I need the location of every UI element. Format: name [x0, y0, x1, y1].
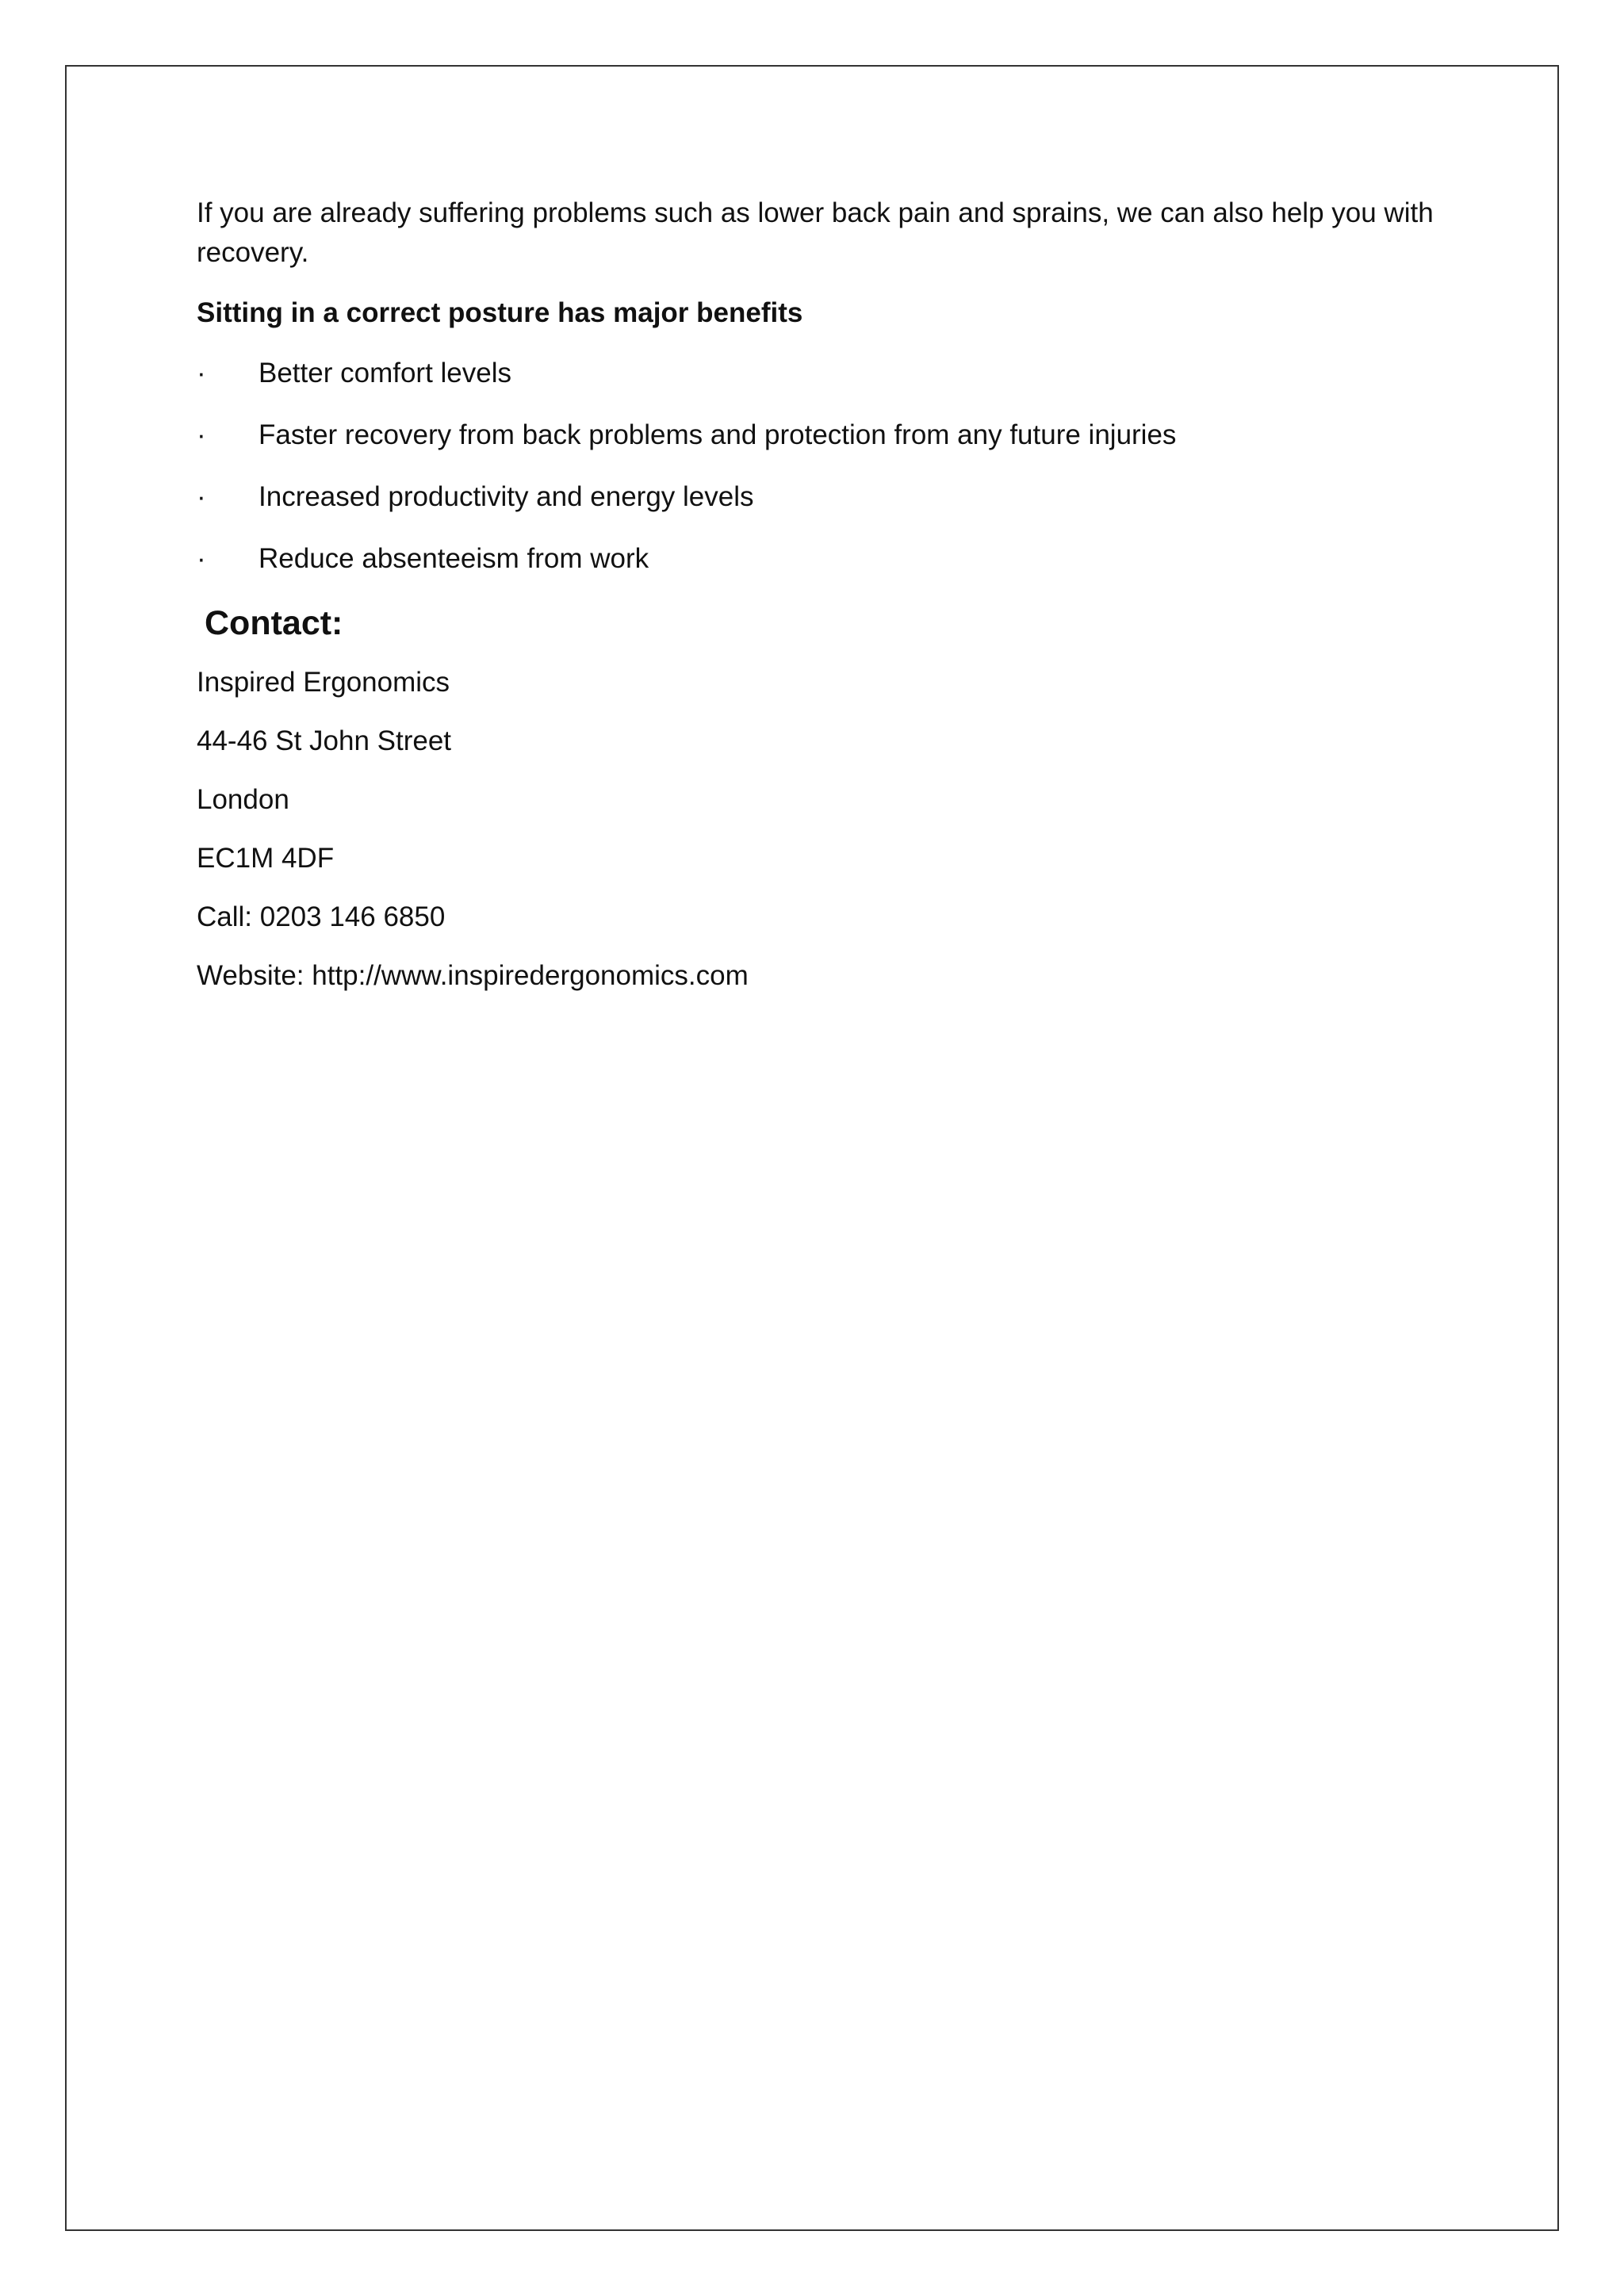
document-content	[197, 193, 1465, 1015]
contact-city: London	[197, 784, 289, 815]
contact-heading: Contact:	[205, 604, 343, 642]
list-item	[197, 539, 1465, 579]
benefits-heading: Sitting in a correct posture has major benefits	[197, 297, 803, 328]
bullet-icon: ·	[197, 481, 206, 512]
intro-paragraph: If you are already suffering problems such as lower back pain and sprains, we can also help you with recovery.	[197, 197, 1434, 268]
bullet-icon: ·	[197, 419, 206, 450]
contact-website: Website: http://www.inspiredergonomics.com	[197, 960, 749, 991]
benefits-list	[197, 354, 1465, 579]
list-item	[197, 415, 1465, 455]
list-item-text: Increased productivity and energy levels	[259, 481, 754, 512]
contact-postcode: EC1M 4DF	[197, 843, 335, 874]
list-item-text: Faster recovery from back problems and protection from any future injuries	[259, 419, 1177, 450]
bullet-icon: ·	[197, 543, 206, 574]
list-item	[197, 477, 1465, 517]
contact-phone: Call: 0203 146 6850	[197, 901, 446, 932]
list-item-text: Reduce absenteeism from work	[259, 543, 649, 574]
contact-company: Inspired Ergonomics	[197, 667, 450, 698]
list-item-text: Better comfort levels	[259, 358, 511, 388]
bullet-icon: ·	[197, 358, 206, 388]
list-item	[197, 354, 1465, 393]
contact-street: 44-46 St John Street	[197, 725, 452, 756]
